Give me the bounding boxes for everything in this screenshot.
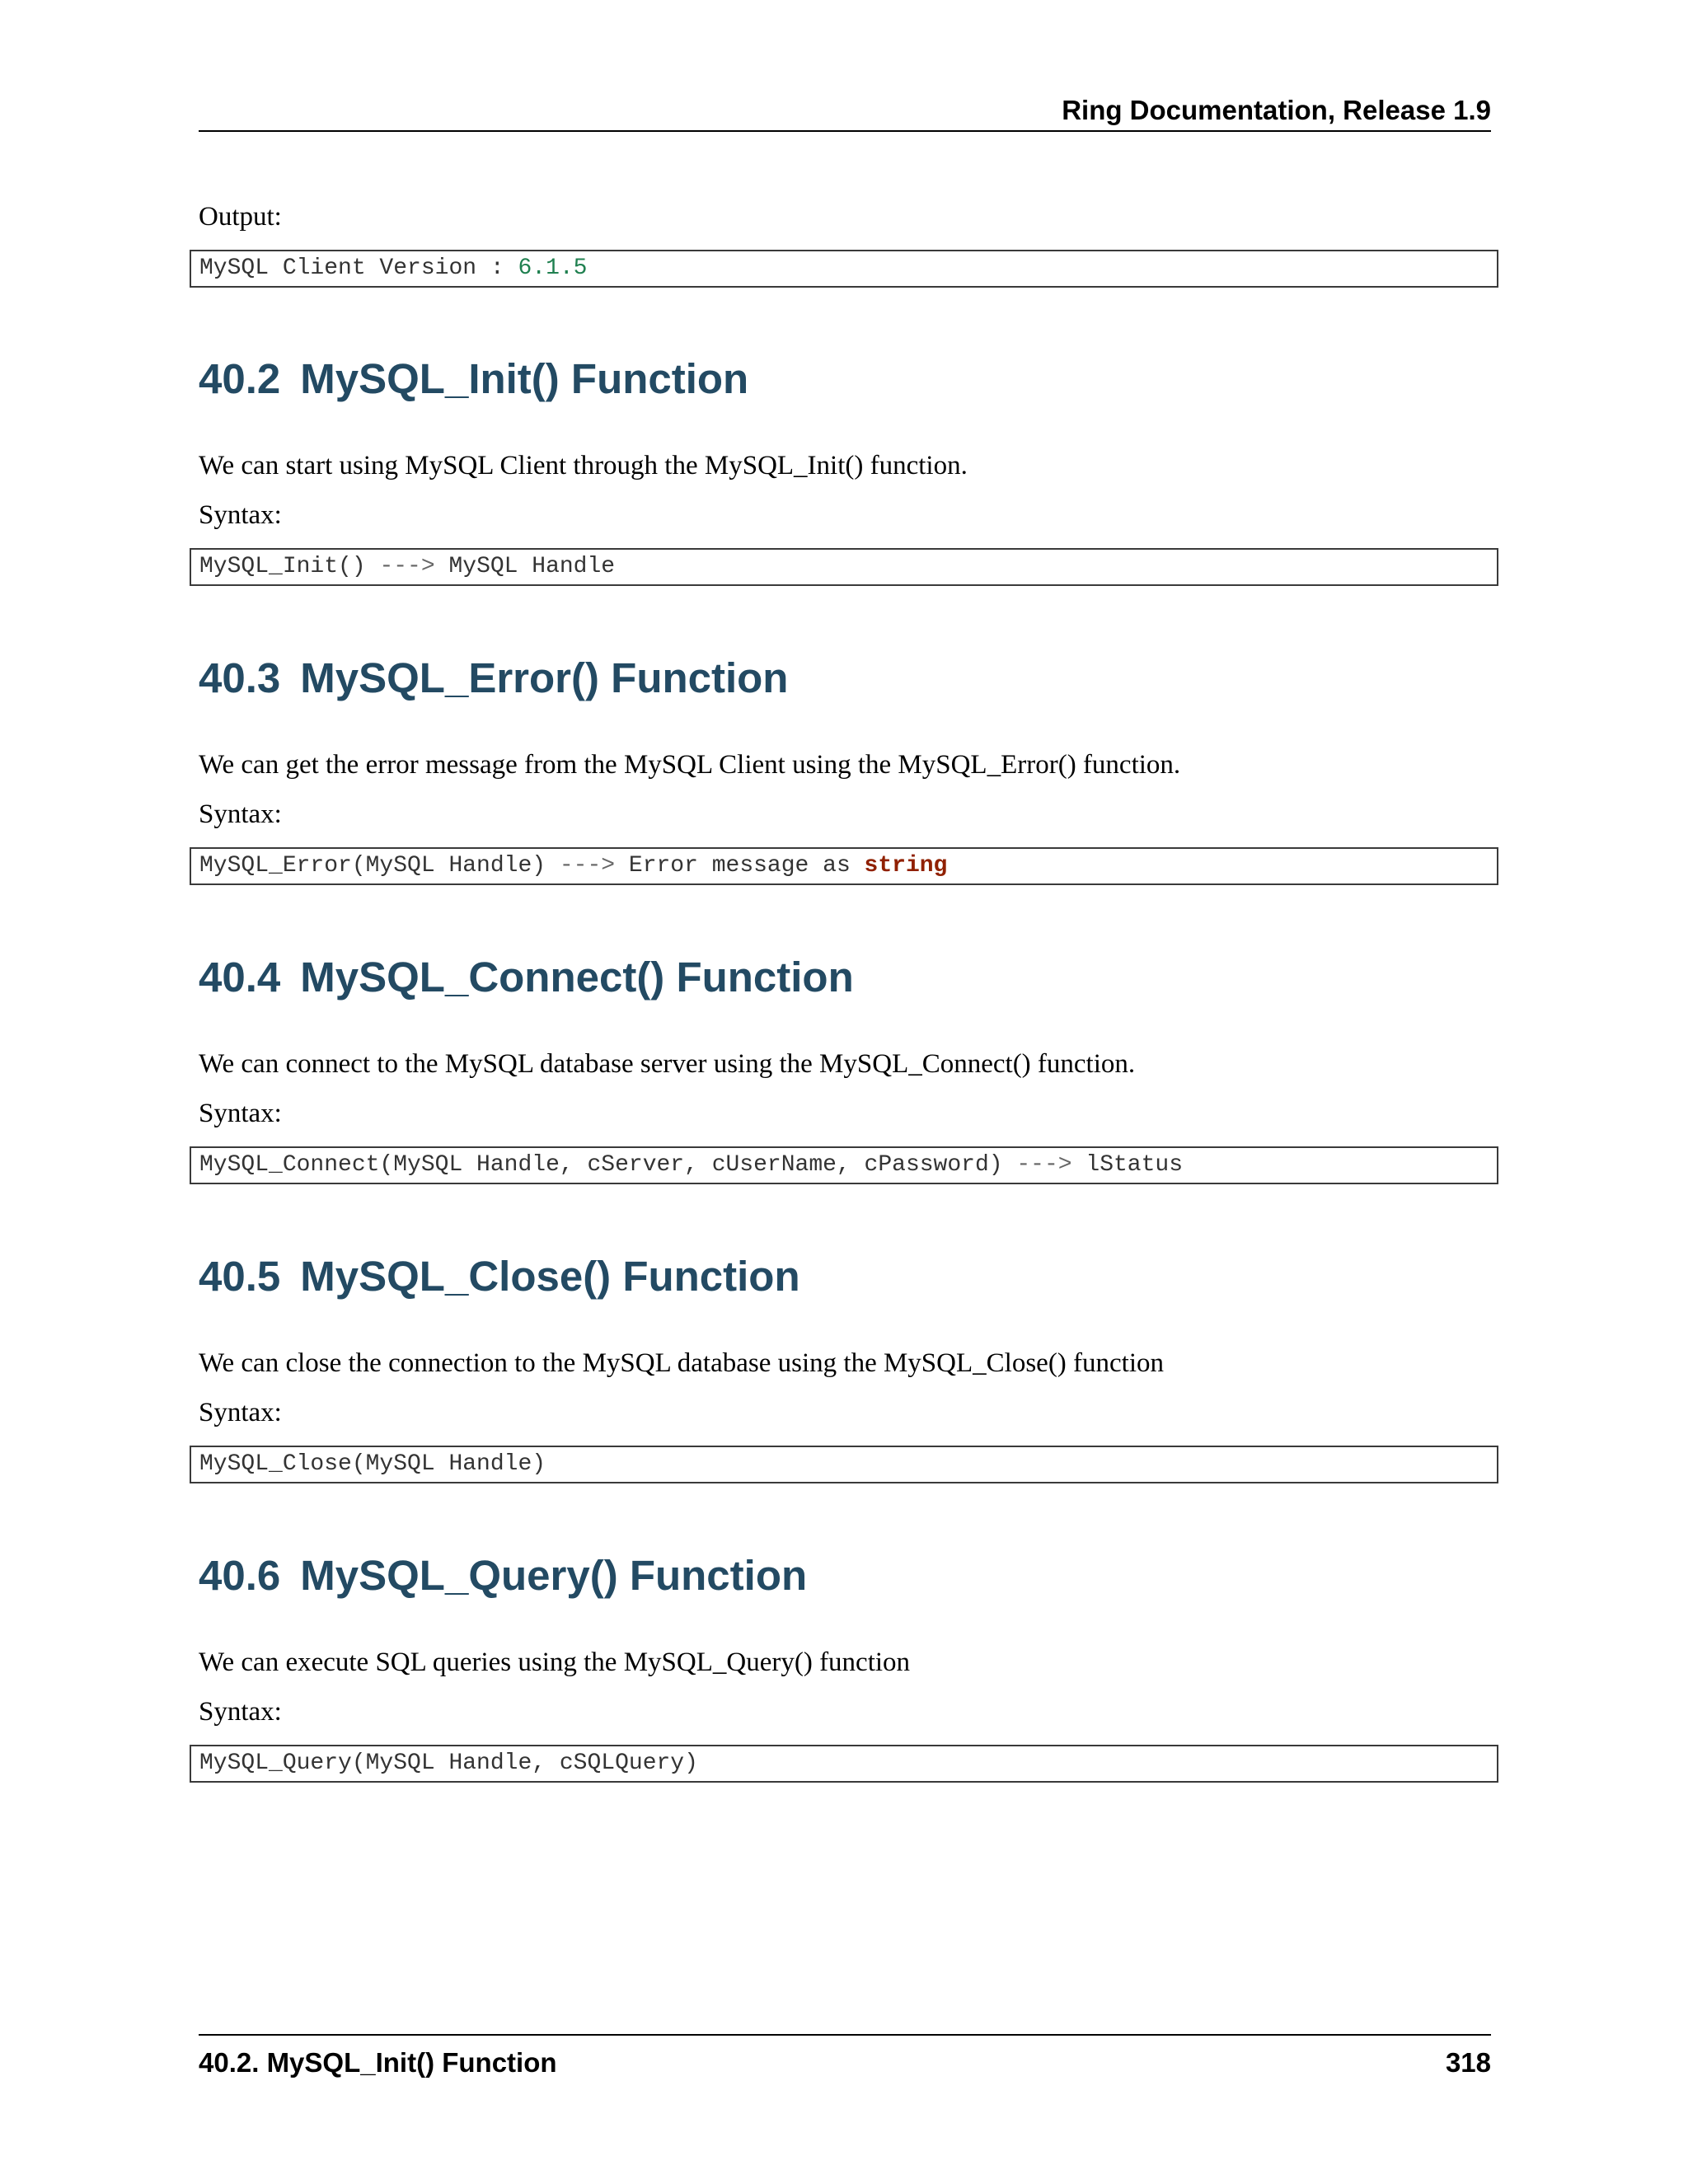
syntax-code-block [190,847,1498,885]
page-number: 318 [1445,2047,1491,2078]
section-number: 40.2 [199,355,281,402]
section-heading-40-6 [199,1551,807,1601]
code-text: Error message as [615,853,865,879]
code-text: MySQL_Query(MySQL Handle, cSQLQuery) [199,1750,698,1776]
footer-section-title: 40.2. MySQL_Init() Function [199,2047,557,2078]
section-number: 40.4 [199,954,281,1001]
section-paragraph: We can connect to the MySQL database server using the MySQL_Connect() function. [199,1049,1136,1079]
code-keyword: string [864,853,948,879]
section-heading-40-4 [199,953,854,1002]
syntax-label: Syntax: [199,799,282,829]
code-version-number: 6.1.5 [518,255,588,281]
section-number: 40.5 [199,1253,281,1300]
section-heading-40-2 [199,354,748,404]
code-text: MySQL_Error(MySQL Handle) [199,853,560,879]
output-label: Output: [199,202,282,232]
section-paragraph: We can get the error message from the MySQL Client using the MySQL_Error() function. [199,750,1181,780]
syntax-code-block [190,1446,1498,1483]
section-title: MySQL_Close() Function [300,1253,800,1300]
code-arrow: ---> [559,853,616,879]
code-text: MySQL Client Version : [199,255,518,281]
output-code-block [190,250,1498,288]
section-title: MySQL_Init() Function [300,355,749,402]
section-title: MySQL_Query() Function [300,1552,808,1599]
section-paragraph: We can start using MySQL Client through the MySQL_Init() function. [199,451,968,480]
section-number: 40.3 [199,654,281,701]
section-title: MySQL_Connect() Function [300,954,854,1001]
syntax-label: Syntax: [199,1398,282,1427]
code-text: MySQL_Init() [199,554,380,579]
code-text: MySQL Handle [434,554,616,579]
code-text: lStatus [1071,1152,1184,1178]
code-text: MySQL_Connect(MySQL Handle, cServer, cUserName, cPassword) [199,1152,1017,1178]
section-paragraph: We can close the connection to the MySQL database using the MySQL_Close() function [199,1348,1165,1378]
code-arrow: ---> [1016,1152,1072,1178]
section-number: 40.6 [199,1552,281,1599]
syntax-code-block [190,1745,1498,1783]
section-title: MySQL_Error() Function [300,654,789,701]
section-heading-40-5 [199,1252,800,1301]
syntax-label: Syntax: [199,500,282,530]
section-heading-40-3 [199,654,788,703]
syntax-code-block [190,1146,1498,1184]
section-paragraph: We can execute SQL queries using the MySQL_Query() function [199,1647,911,1677]
syntax-label: Syntax: [199,1099,282,1128]
running-header: Ring Documentation, Release 1.9 [199,91,1491,132]
syntax-label: Syntax: [199,1697,282,1727]
code-text: MySQL_Close(MySQL Handle) [199,1451,546,1477]
running-footer [199,2034,1491,2083]
code-arrow: ---> [379,554,435,579]
syntax-code-block [190,548,1498,586]
